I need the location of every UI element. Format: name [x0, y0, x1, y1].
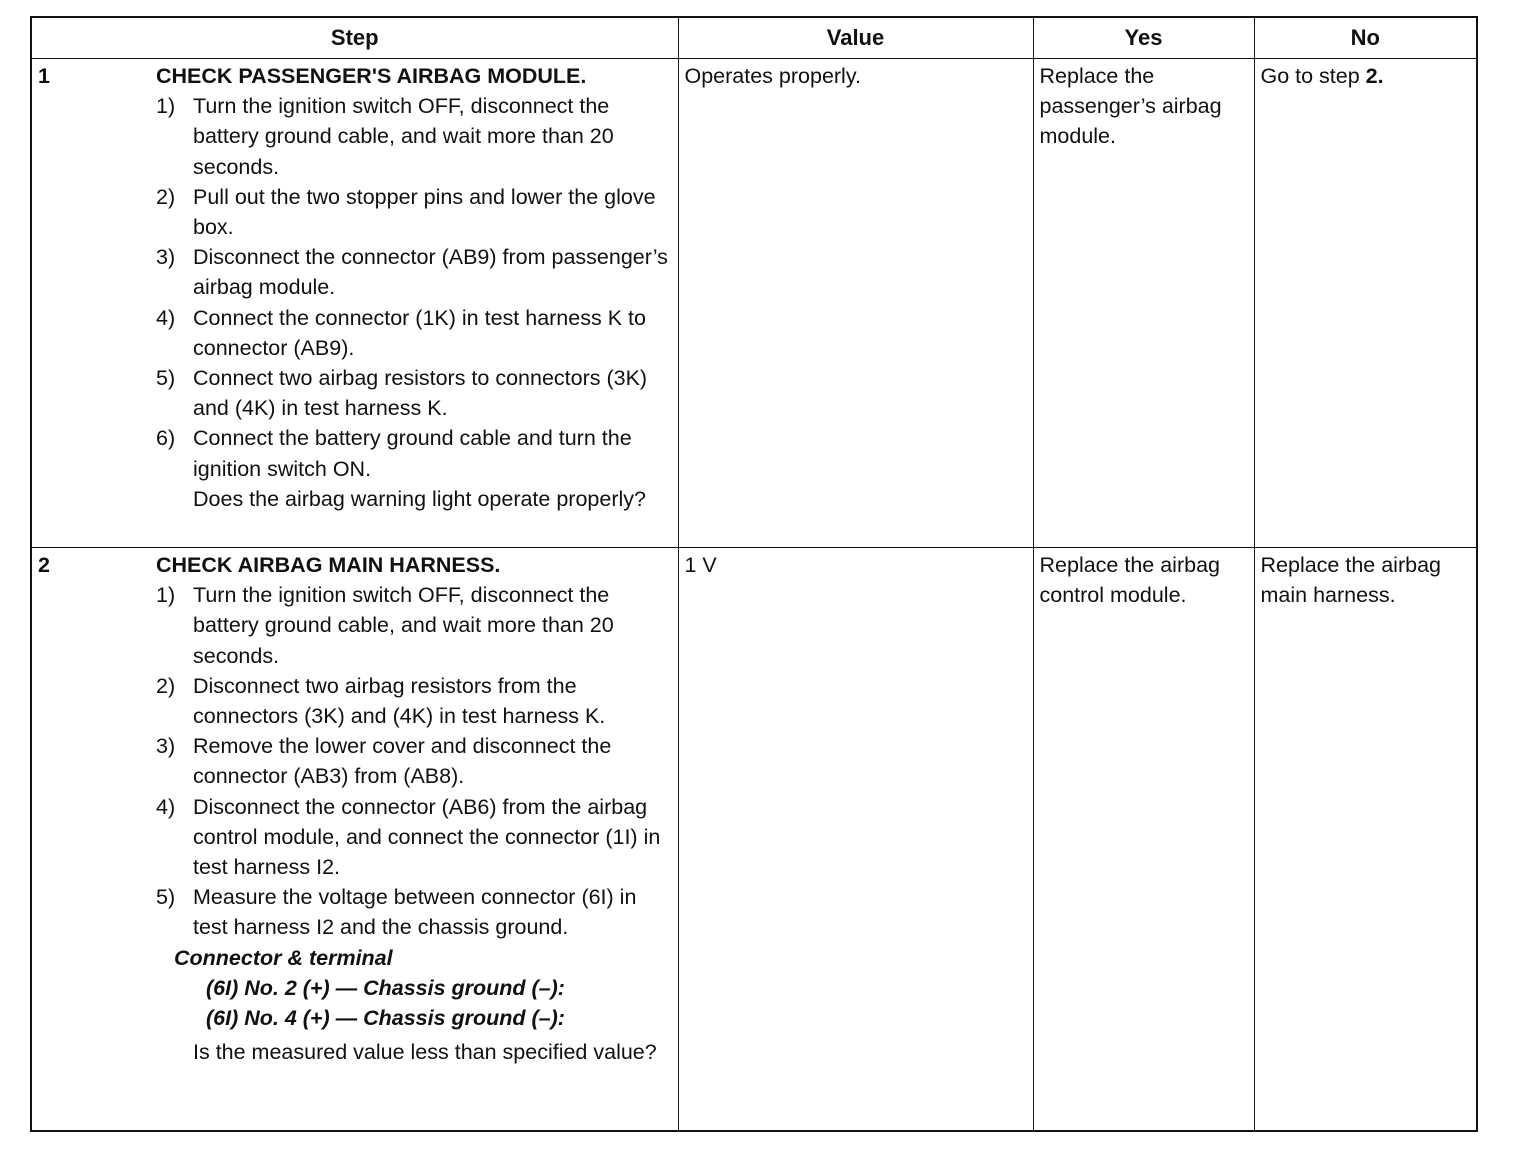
- substep: 3) Remove the lower cover and disconnect the connector (AB3) from (AB8).: [156, 734, 612, 789]
- substep: 4) Connect the connector (1K) in test harness K to connector (AB9).: [156, 305, 646, 360]
- step-question: Does the airbag warning light operate properly?: [193, 486, 646, 511]
- substep: 5) Measure the voltage between connector (6I) in test harness I2 and the chassis ground.: [156, 885, 637, 940]
- connector-terminal-block: [156, 943, 672, 1034]
- step-cell: [31, 59, 678, 548]
- connector-terminal-line: (6I) No. 4 (+) — Chassis ground (–):: [206, 1006, 565, 1031]
- header-value: Value: [678, 17, 1033, 59]
- substep: 2) Pull out the two stopper pins and lower the glove box.: [156, 184, 656, 240]
- header-yes: Yes: [1033, 17, 1254, 59]
- value-cell: 1 V: [678, 548, 1033, 1131]
- value-cell: Operates properly.: [678, 59, 1033, 548]
- connector-terminal-title: Connector & terminal: [174, 945, 393, 970]
- header-no: No: [1254, 17, 1477, 59]
- no-cell: Go to step 2.: [1254, 59, 1477, 548]
- step-title: CHECK AIRBAG MAIN HARNESS.: [156, 553, 501, 577]
- substep: 1) Turn the ignition switch OFF, disconnect the battery ground cable, and wait more than 20 seconds.: [156, 583, 614, 668]
- step-cell: [31, 548, 678, 1131]
- step-title: CHECK PASSENGER'S AIRBAG MODULE.: [156, 64, 587, 88]
- yes-cell: Replace the passenger’s airbag module.: [1033, 59, 1254, 548]
- no-cell: Replace the airbag main harness.: [1254, 548, 1477, 1131]
- substep: 5) Connect two airbag resistors to connectors (3K) and (4K) in test harness K.: [156, 366, 648, 421]
- diagnostic-table: [30, 16, 1478, 1132]
- step-number: 2: [38, 553, 50, 577]
- header-step: Step: [31, 17, 678, 59]
- connector-terminal-line: (6I) No. 2 (+) — Chassis ground (–):: [206, 975, 565, 1000]
- substep-list: [156, 580, 672, 942]
- substep: 3) Disconnect the connector (AB9) from passenger’s airbag module.: [156, 245, 668, 300]
- yes-cell: Replace the airbag control module.: [1033, 548, 1254, 1131]
- table-row: [31, 59, 1477, 548]
- step-link: 2.: [1365, 64, 1384, 88]
- substep: 2) Disconnect two airbag resistors from the connectors (3K) and (4K) in test harness K.: [156, 673, 606, 729]
- substep: 4) Disconnect the connector (AB6) from the airbag control module, and connect the connector (1I) in test harness I2.: [156, 794, 661, 880]
- step-question: Is the measured value less than specified value?: [193, 1040, 657, 1065]
- step-number: 1: [38, 64, 50, 88]
- substep-list: [156, 91, 672, 484]
- substep: 6) Connect the battery ground cable and turn the ignition switch ON.: [156, 426, 632, 481]
- substep: 1) Turn the ignition switch OFF, disconnect the battery ground cable, and wait more than 20 seconds.: [156, 94, 614, 179]
- table-header-row: [31, 17, 1477, 59]
- table-row: [31, 548, 1477, 1131]
